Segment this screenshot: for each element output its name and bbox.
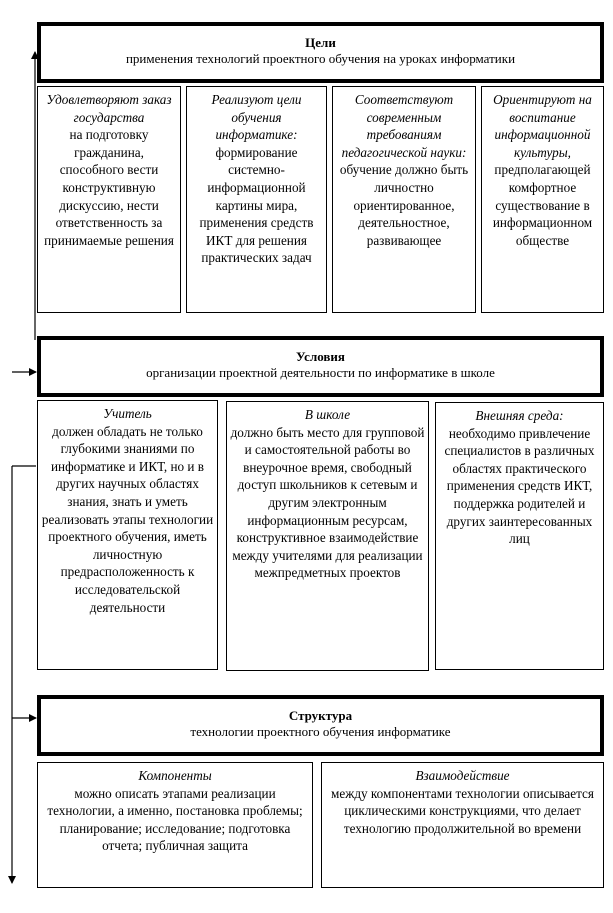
goal-item-text: предполагающей комфортное существование в информационном обществе <box>492 162 593 248</box>
structure-subtitle: технологии проектного обучения информатике <box>190 724 451 739</box>
goal-item-1 <box>37 86 181 313</box>
condition-item-teacher <box>37 400 218 670</box>
structure-item-lead: Компоненты <box>138 768 212 783</box>
structure-header <box>37 695 604 756</box>
condition-item-environment <box>435 402 604 670</box>
structure-item-interaction <box>321 762 604 888</box>
goal-item-text: формирование системно-информационной картины мира, применения средств ИКТ для решения практических задач <box>199 144 314 266</box>
conditions-title: Условия <box>296 349 345 364</box>
structure-item-text: между компонентами технологии описывается циклическими конструкциями, что делает технологию продолжительной во времени <box>331 785 594 836</box>
structure-title: Структура <box>288 708 353 723</box>
goal-item-3 <box>332 86 476 313</box>
goal-item-lead: Реализуют цели обучения информатике: <box>211 92 302 143</box>
condition-item-lead: В школе <box>304 407 351 422</box>
goal-item-text: обучение должно быть личностно ориентированное, деятельностное, развивающее <box>339 162 469 248</box>
conditions-subtitle: организации проектной деятельности по информатике в школе <box>146 365 495 380</box>
condition-item-text: должно быть место для групповой и самостоятельной работы во внеурочное время, свободный доступ школьников к сетевым и другим электронным информационным ресурсам, конструктивное взаимодействие между учителями для реализации межпредметных проектов <box>230 424 425 581</box>
goals-title: Цели <box>305 35 336 50</box>
condition-item-lead: Внешняя среда: <box>475 408 564 423</box>
conditions-header <box>37 336 604 397</box>
structure-item-components <box>37 762 313 888</box>
goal-item-lead: Соответствуют современным требованиям педагогической науки: <box>341 92 467 160</box>
goal-item-text: на подготовку гражданина, способного вести конструктивную дискуссию, нести ответственность за принимаемые решения <box>44 127 174 248</box>
structure-item-lead: Взаимодействие <box>415 768 510 783</box>
goals-header <box>37 22 604 83</box>
condition-item-lead: Учитель <box>103 406 152 421</box>
goal-item-lead: Удовлетворяют заказ государства <box>46 92 172 125</box>
condition-item-text: необходимо привлечение специалистов в различных областях практического применения средств ИКТ, поддержка родителей и других заинтересованных лиц <box>444 425 595 547</box>
condition-item-school <box>226 401 429 671</box>
goal-item-2 <box>186 86 327 313</box>
goals-subtitle: применения технологий проектного обучения на уроках информатики <box>125 51 516 66</box>
goal-item-lead: Ориентируют на воспитание информационной культуры, <box>493 92 592 160</box>
structure-item-text: можно описать этапами реализации технологии, а именно, постановка проблемы; планирование; исследование; подготовка отчета; публичная защита <box>47 785 303 854</box>
condition-item-text: должен обладать не только глубокими знаниями по информатике и ИКТ, но и в других научных областях знания, знать и уметь реализовать этапы технологии проектного обучения, иметь личностную предрасположенность к исследовательской деятельности <box>41 423 214 615</box>
goal-item-4 <box>481 86 604 313</box>
